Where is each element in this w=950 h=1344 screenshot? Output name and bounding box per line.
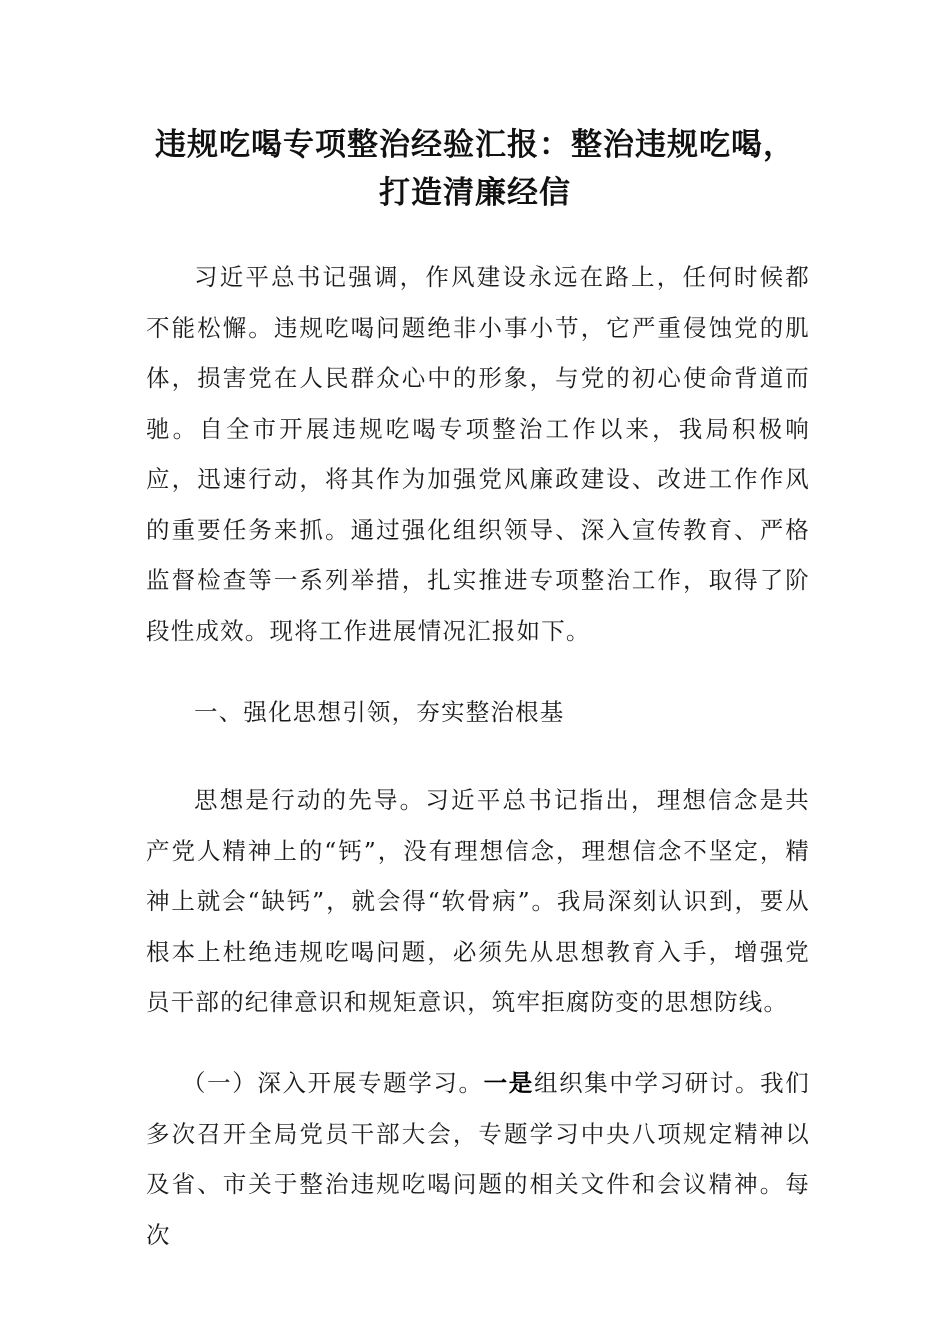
section-1-heading: 一、强化思想引领，夯实整治根基	[194, 698, 565, 726]
document-title-line-1: 违规吃喝专项整治经验汇报：整治违规吃喝，	[155, 127, 795, 163]
subsection-1-lead: 一是	[483, 1069, 534, 1097]
intro-paragraph: 习近平总书记强调，作风建设永远在路上，任何时候都不能松懈。违规吃喝问题绝非小事小节，它严重侵蚀党的肌体，损害党在人民群众心中的形象，与党的初心使命背道而驰。自全市开展违规吃喝专项整治工作以来，我局积极响应，迅速行动，将其作为加强党风廉政建设、改进工作作风的重要任务来抓。通过强化组织领导、深入宣传教育、严格监督检查等一系列举措，扎实推进专项整治工作，取得了阶段性成效。现将工作进展情况汇报如下。	[146, 263, 810, 645]
section-1-paragraph: 思想是行动的先导。习近平总书记指出，理想信念是共产党人精神上的“钙”，没有理想信念，理想信念不坚定，精神上就会“缺钙”，就会得“软骨病”。我局深刻认识到，要从根本上杜绝违规吃喝问题，必须先从思想教育入手，增强党员干部的纪律意识和规矩意识，筑牢拒腐防变的思想防线。	[146, 786, 810, 1016]
subsection-1-text: 组织集中学习研讨。我们多次召开全局党员干部大会，专题学习中央八项规定精神以及省、市关于整治违规吃喝问题的相关文件和会议精神。每次	[146, 1069, 811, 1249]
subsection-1-paragraph	[146, 1058, 810, 1260]
subsection-1-heading: （一）深入开展专题学习。	[182, 1069, 484, 1097]
document-title-line-2: 打造清廉经信	[379, 175, 571, 211]
